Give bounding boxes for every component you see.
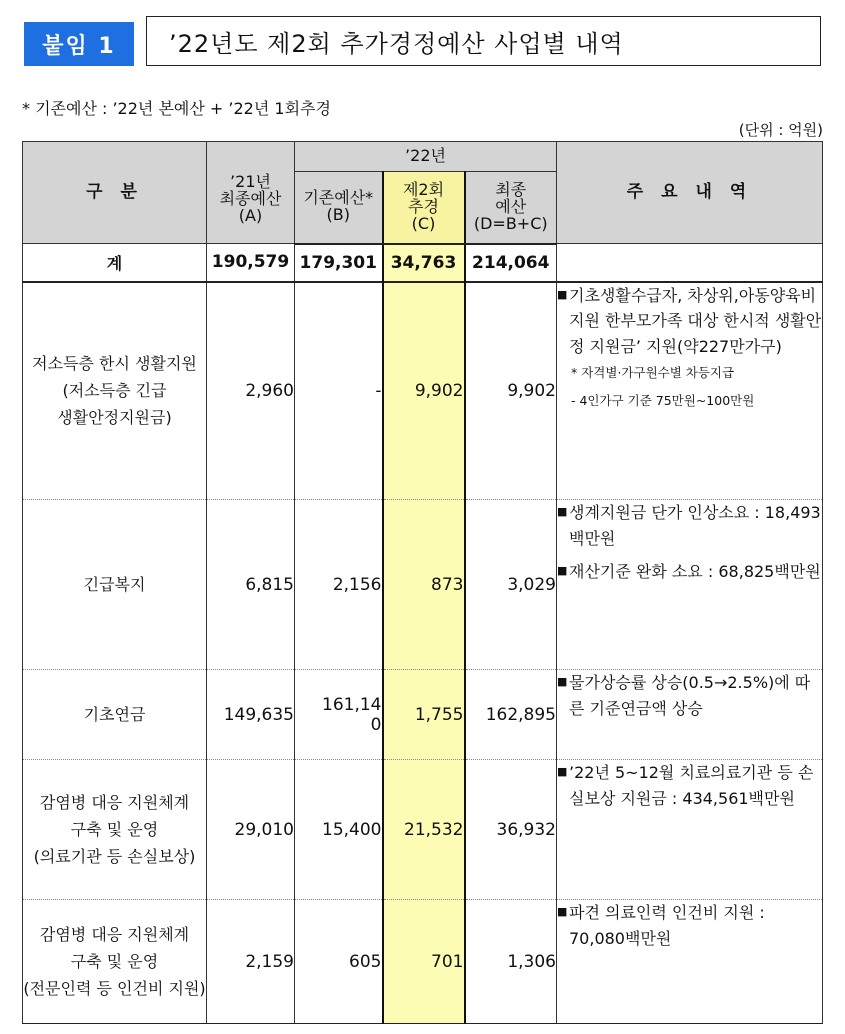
row-value-d: 162,895	[465, 670, 557, 760]
row-category: 긴급복지	[23, 500, 207, 670]
square-bullet-icon: ■	[557, 287, 568, 301]
page-title: ’22년도 제2회 추가경정예산 사업별 내역	[146, 16, 821, 66]
row-category: 기초연금	[23, 670, 207, 760]
total-row	[23, 244, 823, 282]
row-value-b: -	[295, 282, 383, 500]
row-category: 저소득층 한시 생활지원 (저소득층 긴급 생활안정지원금)	[23, 282, 207, 500]
bullet-text: 파견 의료인력 인건비 지원 : 70,080백만원	[569, 903, 765, 948]
row-description	[557, 900, 823, 1024]
row-value-b: 2,156	[295, 500, 383, 670]
row-value-a: 2,159	[207, 900, 295, 1024]
row-value-a: 149,635	[207, 670, 295, 760]
attachment-badge: 붙임 1	[24, 22, 134, 66]
header-existing-budget: 기존예산* (B)	[295, 172, 383, 244]
table-row	[23, 282, 823, 500]
bullet-text: 기초생활수급자, 차상위,아동양육비지원 한부모가족 대상 한시적 생활안정 지원금’ 지원(약227만가구)	[569, 285, 822, 356]
row-value-c: 701	[383, 900, 465, 1024]
table-row	[23, 670, 823, 760]
bullet-text: 재산기준 완화 소요 : 68,825백만원	[569, 562, 821, 582]
budget-note: * 기존예산 : ’22년 본예산 + ’22년 1회추경	[22, 99, 331, 118]
square-bullet-icon: ■	[557, 765, 568, 778]
row-description	[557, 500, 823, 670]
header-final-budget: 최종 예산 (D=B+C)	[465, 172, 557, 244]
total-label: 계	[23, 244, 207, 282]
description-bullet	[557, 900, 822, 951]
description-bullet	[557, 670, 822, 721]
square-bullet-icon: ■	[557, 505, 568, 518]
header-category: 구 분	[23, 142, 207, 244]
total-c: 34,763	[383, 244, 465, 282]
budget-table	[22, 141, 823, 1024]
total-desc	[557, 244, 823, 282]
row-description	[557, 760, 823, 900]
description-bullet	[557, 760, 822, 811]
row-category: 감염병 대응 지원체계 구축 및 운영 (전문인력 등 인건비 지원)	[23, 900, 207, 1024]
row-value-a: 29,010	[207, 760, 295, 900]
row-value-d: 3,029	[465, 500, 557, 670]
total-a: 190,579	[207, 244, 295, 282]
unit-label: (단위 : 억원)	[738, 121, 823, 139]
header-second-supplementary: 제2회 추경 (C)	[383, 172, 465, 244]
description-subnote: * 자격별·가구원수별 차등지급	[571, 365, 735, 381]
bullet-text: 물가상승률 상승(0.5→2.5%)에 따른 기준연금액 상승	[569, 673, 811, 718]
row-value-b: 605	[295, 900, 383, 1024]
row-value-c: 1,755	[383, 670, 465, 760]
table-row	[23, 760, 823, 900]
square-bullet-icon: ■	[557, 675, 568, 688]
header-21-final: ’21년 최종예산 (A)	[207, 142, 295, 244]
row-value-a: 6,815	[207, 500, 295, 670]
row-value-b: 15,400	[295, 760, 383, 900]
description-subnote: - 4인가구 기준 75만원~100만원	[571, 392, 755, 408]
total-b: 179,301	[295, 244, 383, 282]
header-22-group: ’22년	[295, 142, 557, 172]
row-value-c: 873	[383, 500, 465, 670]
row-value-a: 2,960	[207, 282, 295, 500]
description-bullet	[557, 500, 822, 551]
square-bullet-icon: ■	[557, 564, 568, 578]
row-description	[557, 282, 823, 500]
row-value-b: 161,14 0	[295, 670, 383, 760]
row-category: 감염병 대응 지원체계 구축 및 운영 (의료기관 등 손실보상)	[23, 760, 207, 900]
table-row	[23, 500, 823, 670]
square-bullet-icon: ■	[557, 905, 568, 918]
description-bullet	[557, 283, 822, 360]
bullet-text: ’22년 5~12월 치료의료기관 등 손실보상 지원금 : 434,561백만원	[569, 763, 814, 808]
row-value-d: 36,932	[465, 760, 557, 900]
bullet-text: 생계지원금 단가 인상소요 : 18,493백만원	[569, 503, 821, 548]
row-value-c: 21,532	[383, 760, 465, 900]
total-d: 214,064	[465, 244, 557, 282]
row-value-d: 9,902	[465, 282, 557, 500]
row-description	[557, 670, 823, 760]
header-description: 주 요 내 역	[557, 142, 823, 244]
description-bullet	[557, 559, 822, 585]
row-value-d: 1,306	[465, 900, 557, 1024]
row-value-c: 9,902	[383, 282, 465, 500]
table-row	[23, 900, 823, 1024]
